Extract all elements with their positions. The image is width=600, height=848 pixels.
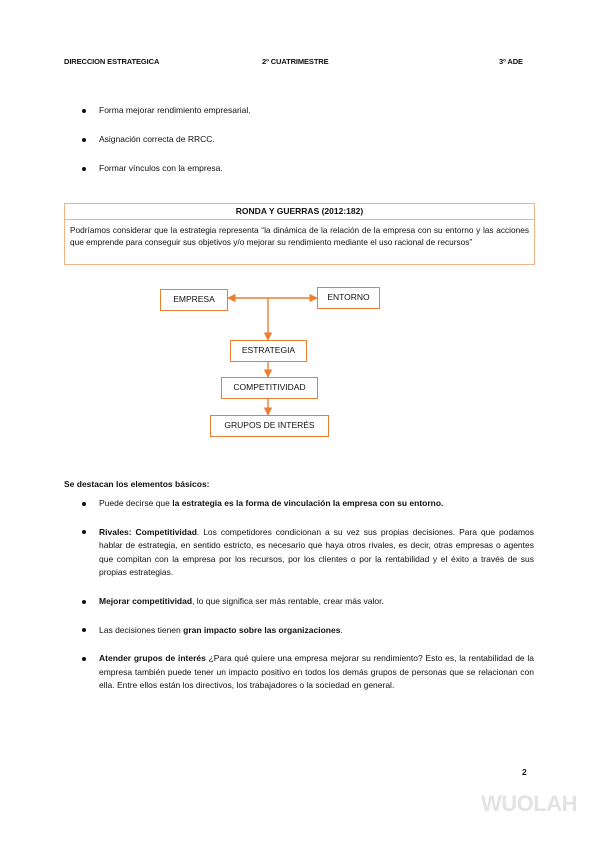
entorno-node: ENTORNO (317, 287, 380, 309)
bullet-icon (82, 502, 86, 506)
bullet-icon (82, 657, 86, 661)
header-subject: DIRECCION ESTRATEGICA (64, 57, 160, 66)
bullet-icon (82, 600, 86, 604)
quote-box (64, 203, 535, 265)
list-item: Rivales: Competitividad. Los competidores condicionan a su vez sus propias decisiones. Para que podamos hablar de estrategia, en sentido estricto, es necesario que haya otros rivales, es decir, otras empresas o agentes que compitan con la empresa por los recursos, por los clientes o por la rentabilidad y el éxito a través de sus propias estrategias. (64, 526, 534, 580)
bullet-icon (82, 628, 86, 632)
watermark-logo: WUOLAH (481, 791, 577, 816)
bullet-icon (82, 138, 86, 142)
top-bullet-list (64, 104, 534, 191)
bullet-icon (82, 167, 86, 171)
quote-title: RONDA Y GUERRAS (2012:182) (65, 204, 534, 220)
list-item: Formar vínculos con la empresa. (64, 162, 534, 176)
elements-bullet-list (64, 497, 534, 708)
section-title: Se destacan los elementos básicos: (64, 479, 210, 489)
estrategia-node: ESTRATEGIA (230, 340, 307, 362)
header-course: 3º ADE (499, 57, 523, 66)
competitividad-node: COMPETITIVIDAD (221, 377, 318, 399)
list-item: Mejorar competitividad, lo que significa ser más rentable, crear más valor. (64, 595, 534, 609)
quote-text: Podríamos considerar que la estrategia representa “la dinámica de la relación de la empresa con su entorno y las acciones que emprende para conseguir sus objetivos y/o mejorar su rendimiento mediante el uso racional de recursos” (70, 225, 529, 248)
bullet-icon (82, 109, 86, 113)
empresa-node: EMPRESA (160, 289, 228, 311)
bullet-icon (82, 530, 86, 534)
list-item: Puede decirse que la estrategia es la forma de vinculación la empresa con su entorno. (64, 497, 534, 511)
grupos-interes-node: GRUPOS DE INTERÉS (210, 415, 329, 437)
header-term: 2º CUATRIMESTRE (262, 57, 329, 66)
list-item: Las decisiones tienen gran impacto sobre las organizaciones. (64, 624, 534, 638)
list-item: Forma mejorar rendimiento empresarial. (64, 104, 534, 118)
list-item: Asignación correcta de RRCC. (64, 133, 534, 147)
page-number: 2 (522, 767, 527, 777)
list-item: Atender grupos de interés ¿Para qué quiere una empresa mejorar su rendimiento? Esto es, la rentabilidad de la empresa también puede tener un impacto positivo en todos los demás grupos de personas que se relacionan con ella. Entre ellos están los directivos, los trabajadores o la sociedad en general. (64, 652, 534, 693)
